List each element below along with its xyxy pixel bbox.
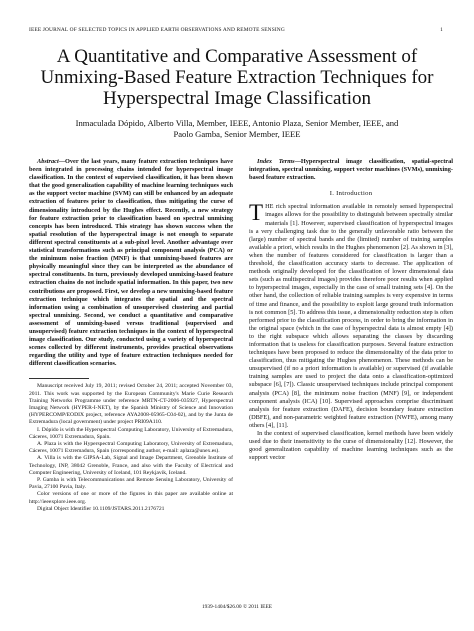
footnote: P. Gamba is with Telecommunications and Remote Sensing Laboratory, University of Pavia, 27100 Pavia, Italy. bbox=[29, 477, 233, 491]
footnote: Manuscript received July 19, 2011; revised October 24, 2011; accepted November 03, 2011. This work was supported by the European Community's Marie Curie Research Training Networks Programme under reference MRTN-CT-2006-035927, Hyperspectral Imaging Network (HYPER-I-NET), by the Spanish Ministry of Science and Innovation (HYPERCOMP/EODIX project, reference AYA2008-05965-C04-02), and by the Junta de Extremadura (local government) under project PRI09A110. bbox=[29, 383, 233, 426]
section-heading: I. Introduction bbox=[329, 190, 373, 198]
intro-paragraph-2: In the context of supervised classification, kernel methods have been widely used due to their insensitivity to the curse of dimensionality [12]. However, the good generalization capability of machine learning techniques such as the support vector bbox=[249, 430, 453, 462]
page-number: 1 bbox=[440, 27, 443, 33]
right-column bbox=[249, 158, 453, 462]
left-column bbox=[29, 158, 233, 513]
footnote: I. Dópido is with the Hyperspectral Computing Laboratory, University of Extremadura, Cáceres, 10071 Extremadura, Spain. bbox=[29, 426, 233, 440]
paper-title: A Quantitative and Comparative Assessment of Unmixing-Based Feature Extraction Techniques for Hyperspectral Image Classification bbox=[40, 46, 434, 109]
copyright-footer: 1939-1404/$26.00 © 2011 IEEE bbox=[201, 604, 273, 610]
running-header bbox=[29, 27, 443, 33]
abstract bbox=[29, 158, 233, 368]
footnotes bbox=[29, 383, 233, 513]
footnote: A. Plaza is with the Hyperspectral Computing Laboratory, University of Extremadura, Cáceres, 10071 Extremadura, Spain (corresponding author, e-mail: aplaza@unex.es). bbox=[29, 441, 233, 455]
author-list bbox=[40, 118, 434, 140]
abstract-text: —Over the last years, many feature extraction techniques have been integrated in processing chains intended for hyperspectral image classification. In the context of supervised classification, it has been shown that the good generalization capability of machine learning techniques such as the support vector machine (SVM) can still be enhanced by an adequate extraction of features prior to classification, thus mitigating the curse of dimensionality introduced by the Hughes effect. Recently, a new strategy for feature extraction prior to classification based on spectral unmixing concepts has been introduced. This strategy has shown success when the spatial resolution of the hyperspectral image is not enough to separate different spectral constituents at a sub-pixel level. Another advantage over statistical transformations such as principal component analysis (PCA) or the minimum noise fraction (MNF) is that unmixing-based features are physically meaningful since they can be interpreted as the abundance of spectral constituents. In turn, previously developed unmixing-based feature extraction chains do not include spatial information. In this paper, two new contributions are proposed. First, we develop a new unmixing-based feature extraction technique which integrates the spatial and the spectral information using a combination of unsupervised clustering and partial spectral unmixing. Second, we conduct a quantitative and comparative assessment of unmixing-based versus traditional (supervised and unsupervised) feature extraction techniques in the context of hyperspectral image classification. Our study, conducted using a variety of hyperspectral scenes collected by different instruments, provides practical observations regarding the utility and type of feature extraction techniques needed for different classification scenarios. bbox=[29, 158, 233, 368]
abstract-label: Abstract bbox=[37, 158, 59, 165]
footnote-doi: Digital Object Identifier 10.1109/JSTARS.2011.2176721 bbox=[37, 505, 165, 512]
footnote: Color versions of one or more of the figures in this paper are available online at http://ieeexplore.ieee.org. bbox=[29, 491, 233, 505]
author-line-1: Inmaculada Dópido, Alberto Villa, Member, IEEE, Antonio Plaza, Senior Member, IEEE, and bbox=[75, 118, 399, 128]
index-terms-label: Index Terms bbox=[257, 158, 295, 165]
index-terms-text: —Hyperspectral image classification, spatial-spectral integration, spectral unmixing, support vector machines (SVMs), unmixing-based feature extraction. bbox=[249, 158, 453, 182]
footnote: A. Villa is with the GIPSA-Lab, Signal and Image Department, Grenoble Institute of Technology, INP, 38042 Grenoble, France, and also with the Faculty of Electrical and Computer Engineering, University of Iceland, 101 Reykjavik, Iceland. bbox=[29, 455, 233, 476]
author-line-2: Paolo Gamba, Senior Member, IEEE bbox=[173, 129, 301, 139]
intro-paragraph-1 bbox=[249, 200, 453, 430]
intro-paragraph-1-text: HE rich spectral information available in remotely sensed hyperspectral images allows for the possibility to distinguish between spectrally similar materials [1]. However, supervised classification of hyperspectral images is a very challenging task due to the generally unfavorable ratio between the (large) number of spectral bands and the (limited) number of training samples available a priori, which results in the Hughes phenomenon [2]. As shown in [3], when the number of features considered for classification is larger than a threshold, the classification accuracy starts to decrease. The application of methods originally developed for the classification of lower dimensional data sets (such as multispectral images) provides therefore poor results when applied to hyperspectral images, especially in the case of small training sets [4]. On the other hand, the collection of reliable training samples is very expensive in terms of time and finance, and the possibility to exploit large ground truth information is not common [5]. To address this issue, a dimensionality reduction step is often performed prior to the classification process, in order to bring the information in the original space (which in the case of hyperspectral data is almost empty [4]) to the right subspace which allows separating the classes by discarding information that is useless for classification purposes. Several feature extraction techniques have been proposed to reduce the dimensionality of the data prior to classification, thus mitigating the Hughes phenomenon. These methods can be unsupervised (if no a priori information is available) or supervised (if available training samples are used to project the data onto a classification-optimized subspace [6], [7]). Classic unsupervised techniques include principal component analysis (PCA) [8], the minimum noise fraction (MNF) [9], or independent component analysis (ICA) [10]. Supervised approaches comprise discriminant analysis for feature extraction (DAFE), decision boundary feature extraction (DBFE), and non-parametric weighted feature extraction (NWFE), among many others [4], [11]. bbox=[249, 203, 453, 429]
index-terms bbox=[249, 158, 453, 182]
footnote-divider bbox=[29, 378, 89, 379]
drop-cap: T bbox=[249, 200, 264, 226]
journal-name: IEEE JOURNAL OF SELECTED TOPICS IN APPLIED EARTH OBSERVATIONS AND REMOTE SENSING bbox=[29, 27, 285, 33]
introduction bbox=[249, 200, 453, 462]
